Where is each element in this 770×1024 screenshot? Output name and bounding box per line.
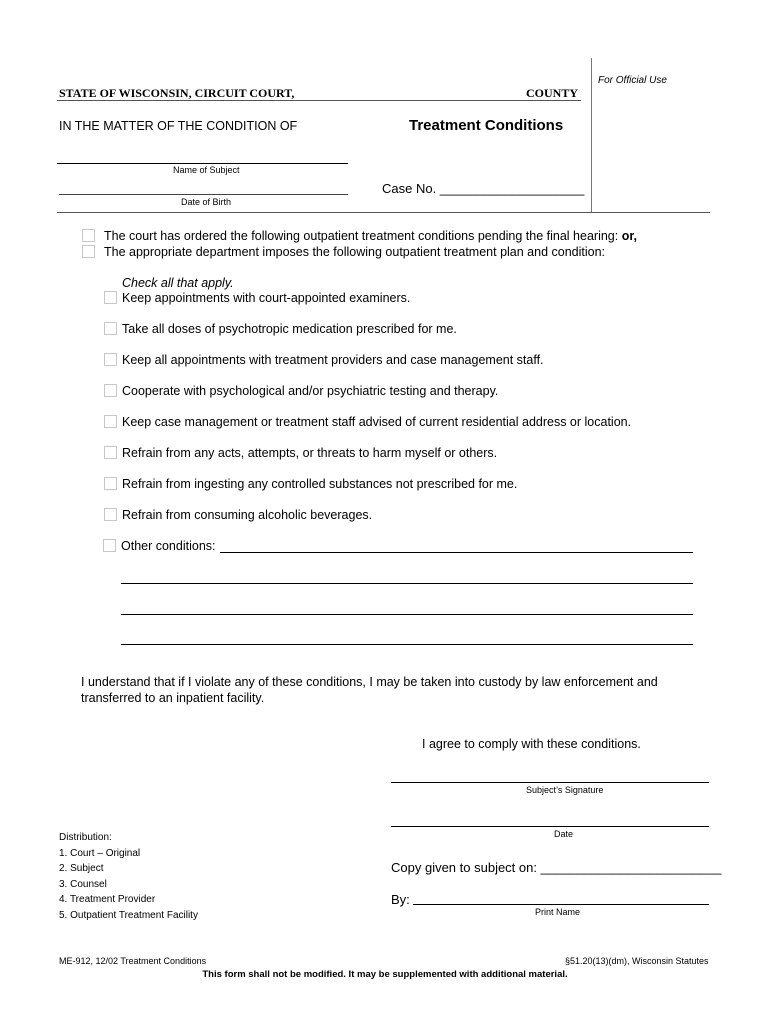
condition-item: Refrain from ingesting any controlled substances not prescribed for me. (122, 477, 518, 491)
distribution-title: Distribution: (59, 832, 112, 843)
distribution-item: 1. Court – Original (59, 848, 141, 859)
name-of-subject-line[interactable] (57, 163, 348, 164)
condition-checkbox[interactable] (104, 291, 117, 304)
condition-item: Cooperate with psychological and/or psychiatric testing and therapy. (122, 384, 499, 398)
condition-item: Keep case management or treatment staff advised of current residential address or location. (122, 415, 632, 429)
date-of-birth-label: Date of Birth (181, 197, 232, 207)
condition-item: Keep all appointments with treatment providers and case management staff. (122, 353, 544, 367)
form-identifier: ME-912, 12/02 Treatment Conditions (59, 956, 207, 966)
condition-item: Keep appointments with court-appointed examiners. (122, 291, 411, 305)
court-rule (57, 100, 581, 101)
condition-item: Take all doses of psychotropic medication prescribed for me. (122, 322, 457, 336)
official-use-label: For Official Use (598, 75, 667, 86)
condition-checkbox[interactable] (104, 415, 117, 428)
condition-checkbox[interactable] (104, 508, 117, 521)
court-ordered-label: The court has ordered the following outpatient treatment conditions pending the final hearing: (104, 229, 619, 243)
matter-label: IN THE MATTER OF THE CONDITION OF (59, 119, 298, 133)
distribution-item: 5. Outpatient Treatment Facility (59, 910, 198, 921)
name-of-subject-label: Name of Subject (173, 165, 240, 175)
other-conditions-line[interactable] (121, 644, 693, 645)
official-use-divider (591, 58, 592, 212)
department-imposed-checkbox[interactable] (82, 245, 95, 258)
distribution-item: 3. Counsel (59, 879, 107, 890)
date-line[interactable] (391, 826, 709, 827)
other-conditions-line[interactable] (121, 614, 693, 615)
condition-checkbox[interactable] (104, 477, 117, 490)
condition-item: Refrain from consuming alcoholic beverages. (122, 508, 373, 522)
distribution-item: 2. Subject (59, 863, 104, 874)
other-conditions-checkbox[interactable] (103, 539, 116, 552)
violation-statement-line2: transferred to an inpatient facility. (81, 691, 265, 705)
court-ordered-text (104, 229, 637, 243)
check-all-instruction: Check all that apply. (122, 276, 234, 290)
subject-signature-label: Subject’s Signature (526, 785, 604, 795)
by-label: By: (391, 892, 410, 907)
other-conditions-line[interactable] (220, 552, 693, 553)
form-title: Treatment Conditions (409, 117, 564, 134)
date-label: Date (554, 829, 574, 839)
case-number-field[interactable]: Case No. ____________________ (382, 181, 585, 196)
condition-checkbox[interactable] (104, 384, 117, 397)
modification-notice: This form shall not be modified. It may be supplemented with additional material. (202, 969, 568, 980)
other-conditions-label: Other conditions: (121, 539, 216, 553)
condition-item: Refrain from any acts, attempts, or threats to harm myself or others. (122, 446, 498, 460)
header-bottom-rule (57, 212, 710, 213)
condition-checkbox[interactable] (104, 322, 117, 335)
copy-given-field[interactable]: Copy given to subject on: _________________________ (391, 860, 722, 875)
court-ordered-checkbox[interactable] (82, 229, 95, 242)
by-signature-line[interactable] (413, 904, 709, 905)
county-label: COUNTY (526, 86, 579, 100)
condition-checkbox[interactable] (104, 353, 117, 366)
violation-statement-line1: I understand that if I violate any of these conditions, I may be taken into custody by law enforcement and (81, 675, 658, 689)
agree-statement: I agree to comply with these conditions. (422, 737, 641, 751)
statute-reference: §51.20(13)(dm), Wisconsin Statutes (565, 956, 709, 966)
department-imposed-text: The appropriate department imposes the following outpatient treatment plan and condition: (104, 245, 606, 259)
court-title: STATE OF WISCONSIN, CIRCUIT COURT, (59, 86, 295, 100)
or-label: or, (621, 229, 638, 243)
print-name-label: Print Name (535, 907, 581, 917)
condition-checkbox[interactable] (104, 446, 117, 459)
other-conditions-line[interactable] (121, 583, 693, 584)
date-of-birth-line[interactable] (59, 194, 348, 195)
subject-signature-line[interactable] (391, 782, 709, 783)
distribution-item: 4. Treatment Provider (59, 894, 156, 905)
